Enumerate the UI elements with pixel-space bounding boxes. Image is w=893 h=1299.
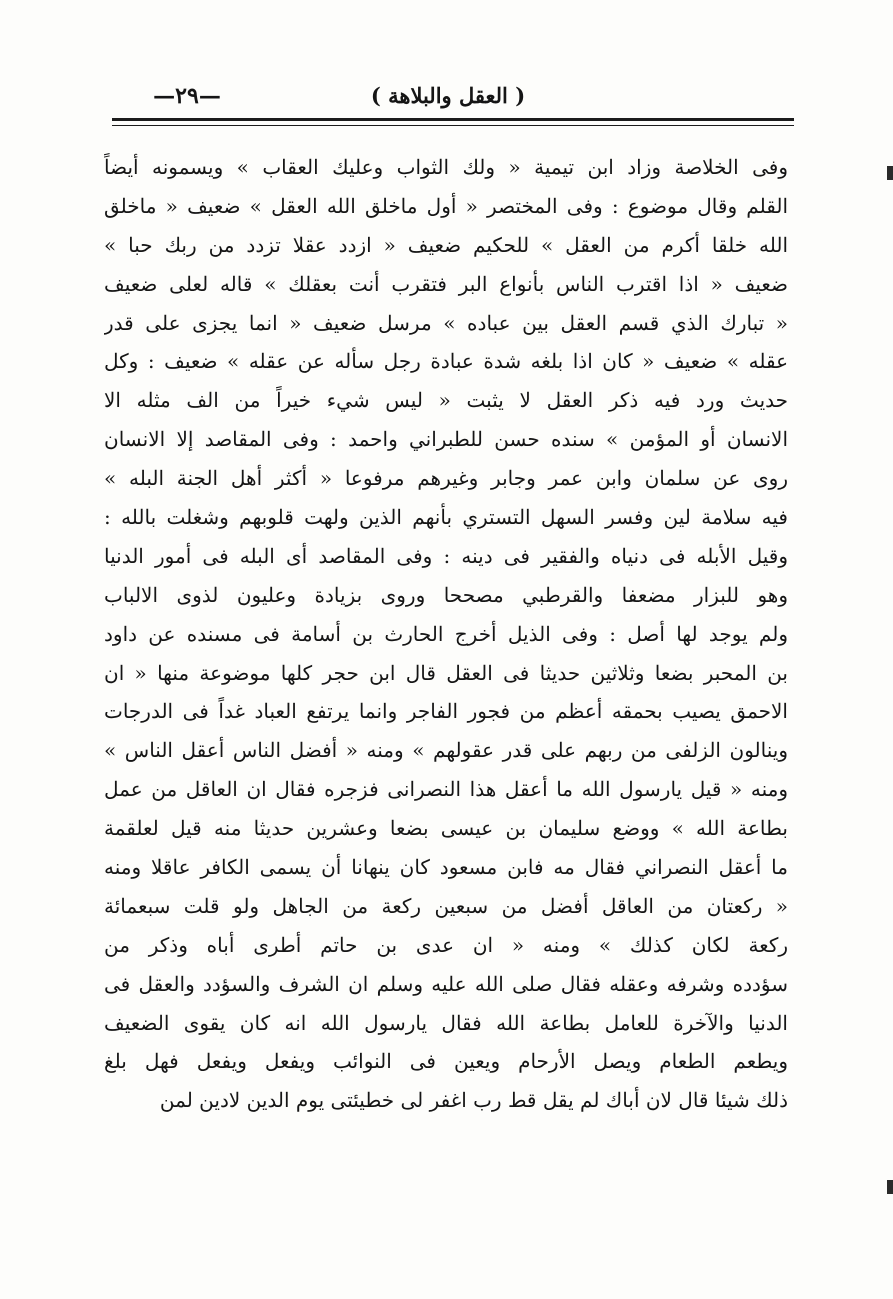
text-line: ذلك شيئا قال لان أباك لم يقل قط رب اغفر لى خطيئتى يوم الدين لادين لمن xyxy=(159,1088,788,1113)
text-line: ويطعم الطعام ويصل الأرحام ويعين فى النوائب ويفعل ويفعل فهل بلغ xyxy=(104,1049,788,1074)
text-line: « تبارك الذي قسم العقل بين عباده » مرسل ضعيف « انما يجزى على قدر xyxy=(104,310,788,335)
text-line: القلم وقال موضوع : وفى المختصر « أول ماخلق الله العقل » ضعيف « ماخلق xyxy=(104,193,788,218)
scan-edge-mark xyxy=(887,166,893,180)
text-line: الاحمق يصيب بحمقه أعظم من فجور الفاجر وانما يرتفع العباد غداً فى الدرجات xyxy=(104,699,788,724)
text-line: ضعيف « اذا اقترب الناس بأنواع البر فتقرب أنت بعقلك » قاله لعلى ضعيف xyxy=(104,271,788,296)
text-line: « ركعتان من العاقل أفضل من سبعين ركعة من الجاهل ولو قلت سبعمائة xyxy=(104,893,788,918)
text-line: فيه سلامة لين وفسر السهل التستري بأنهم الذين ولهت قلوبهم وشغلت بالله : xyxy=(104,505,788,530)
body-text xyxy=(104,148,788,1288)
header-rule-thin xyxy=(112,125,794,126)
text-line: ركعة لكان كذلك » ومنه « ان عدى بن حاتم أطرى أباه وذكر من xyxy=(104,932,788,957)
text-line: عقله » ضعيف « كان اذا بلغه شدة عبادة رجل سأله عن عقله » ضعيف : وكل xyxy=(104,349,788,374)
text-line: ومنه « قيل يارسول الله ما أعقل هذا النصرانى فزجره فقال ان العاقل من عمل xyxy=(104,777,788,802)
text-line: وهو للبزار مضعفا والقرطبي مصححا وروى بزيادة وعليون لذوى الالباب xyxy=(104,582,788,607)
text-line: حديث ورد فيه ذكر العقل لا يثبت « ليس شيء خيراً من الف مثله الا xyxy=(104,388,788,413)
text-line: ما أعقل النصراني فقال مه فابن مسعود كان ينهانا أن يسمى الكافر عاقلا ومنه xyxy=(104,855,788,880)
text-line: وينالون الزلفى من ربهم على قدر عقولهم » ومنه « أفضل الناس أعقل الناس » xyxy=(104,738,788,763)
text-line: وفى الخلاصة وزاد ابن تيمية « ولك الثواب وعليك العقاب » ويسمونه أيضاً xyxy=(104,155,788,179)
text-line: وقيل الأبله فى دنياه والفقير فى دينه : وفى المقاصد أى البله فى أمور الدنيا xyxy=(104,543,788,568)
page-header xyxy=(112,76,798,120)
text-line: الله خلقا أكرم من العقل » للحكيم ضعيف « ازدد عقلا تزدد من ربك حبا » xyxy=(104,232,788,257)
text-line: ولم يوجد لها أصل : وفى الذيل أخرج الحارث بن أسامة فى مسنده عن داود xyxy=(104,621,788,646)
text-line: الانسان أو المؤمن » سنده حسن للطبراني واحمد : وفى المقاصد إلا الانسان xyxy=(104,427,788,452)
header-rule-thick xyxy=(112,118,794,121)
text-line: سؤدده وشرفه وعقله فقال صلى الله عليه وسلم ان الشرف والسؤدد والعقل فى xyxy=(104,971,788,996)
text-line: روى عن سلمان وابن عمر وجابر وغيرهم مرفوعا « أكثر أهل الجنة البله » xyxy=(104,466,788,491)
text-line: بطاعة الله » ووضع سليمان بن عيسى بضعا وعشرين حديثا منه قيل لعلقمة xyxy=(104,816,788,841)
scan-edge-mark xyxy=(887,1180,893,1194)
text-line: الدنيا والآخرة للعامل بطاعة الله فقال يارسول الله انه كان يقوى الضعيف xyxy=(104,1010,788,1035)
running-title: ( العقل والبلاهة ) xyxy=(370,83,526,108)
page-number: —٢٩— xyxy=(153,83,221,109)
text-line: بن المحبر بضعا وثلاثين حديثا فى العقل قال ابن حجر كلها موضوعة منها « ان xyxy=(104,660,788,685)
